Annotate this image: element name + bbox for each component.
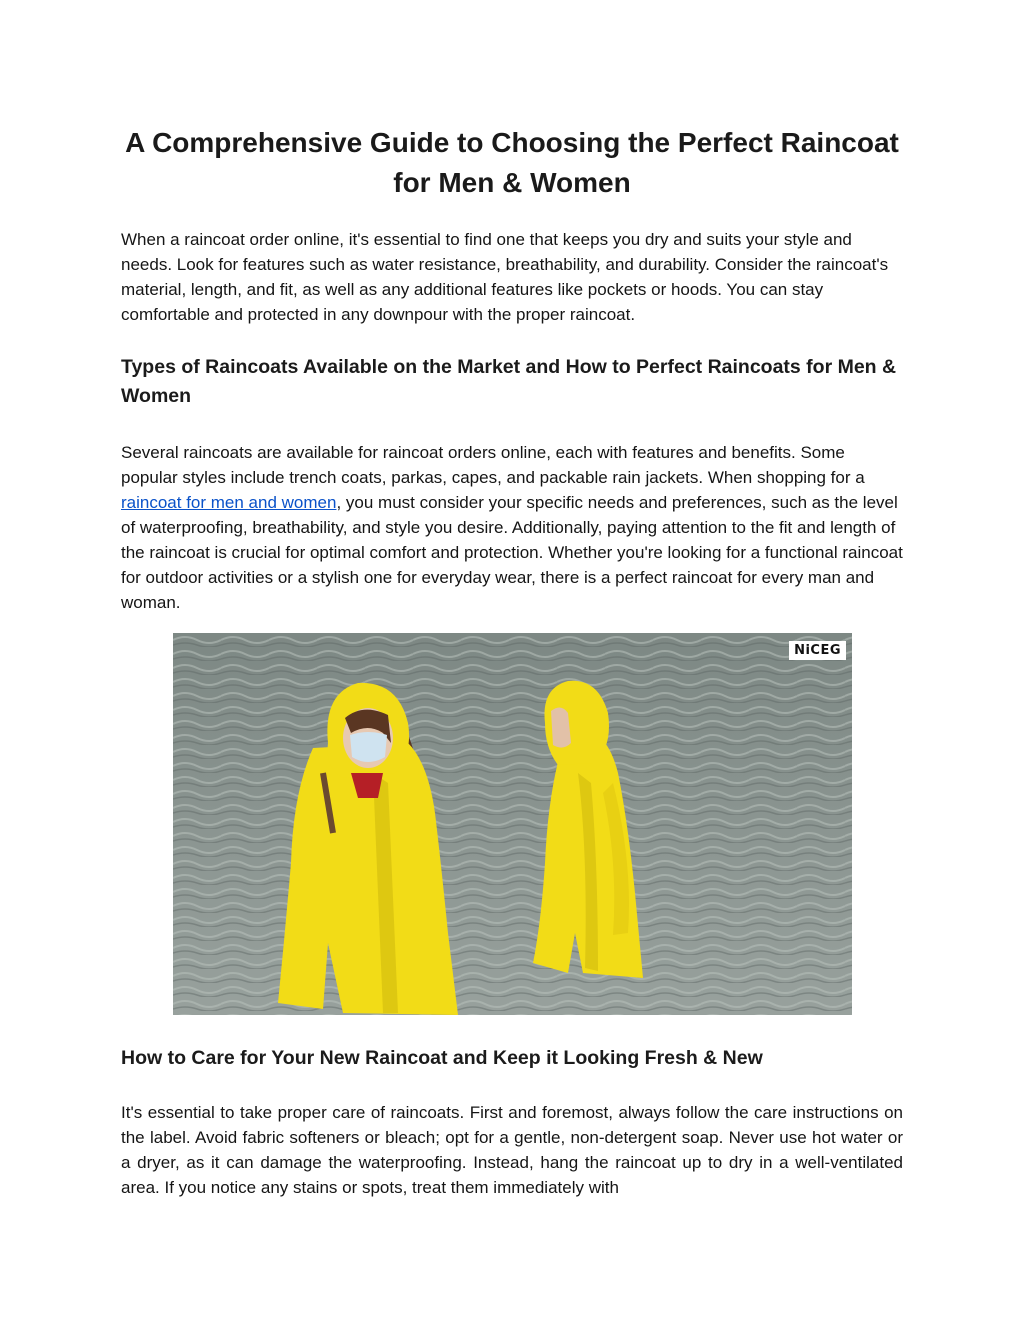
types-paragraph [121,440,903,615]
raincoat-link[interactable]: raincoat for men and women [121,493,337,512]
intro-paragraph: When a raincoat order online, it's essential to find one that keeps you dry and suits your style and needs. Look for features such as water resistance, breathability, and durability. Consider the raincoat's material, length, and fit, as well as any additional features like pockets or hoods. You can stay comfortable and protected in any downpour with the proper raincoat. [121,230,889,324]
types-text-before-link: Several raincoats are available for raincoat orders online, each with features and benefits. Some popular styles include trench coats, parkas, capes, and packable rain jackets. When shopping for a [121,443,865,487]
raincoat-photo [173,633,852,1015]
document-title: A Comprehensive Guide to Choosing the Perfect Raincoat for Men & Women [125,127,899,198]
niceg-logo: NiCEG [789,641,846,660]
section-heading-care: How to Care for Your New Raincoat and Keep it Looking Fresh & New [121,1047,763,1069]
types-text-after-link: , you must consider your specific needs and preferences, such as the level of waterproofing, breathability, and style you desire. Additionally, paying attention to the fit and length of the raincoat is crucial for optimal comfort and protection. Whether you're looking for a functional raincoat for outdoor activities or a stylish one for everyday wear, there is a perfect raincoat for every man and woman. [121,493,903,612]
care-paragraph: It's essential to take proper care of raincoats. First and foremost, always follow the care instructions on the label. Avoid fabric softeners or bleach; opt for a gentle, non-detergent soap. Never use hot water or a dryer, as it can damage the waterproofing. Instead, hang the raincoat up to dry in a well-ventilated area. If you notice any stains or spots, treat them immediately with [121,1103,903,1197]
section-heading-types: Types of Raincoats Available on the Market and How to Perfect Raincoats for Men & Women [121,356,897,407]
